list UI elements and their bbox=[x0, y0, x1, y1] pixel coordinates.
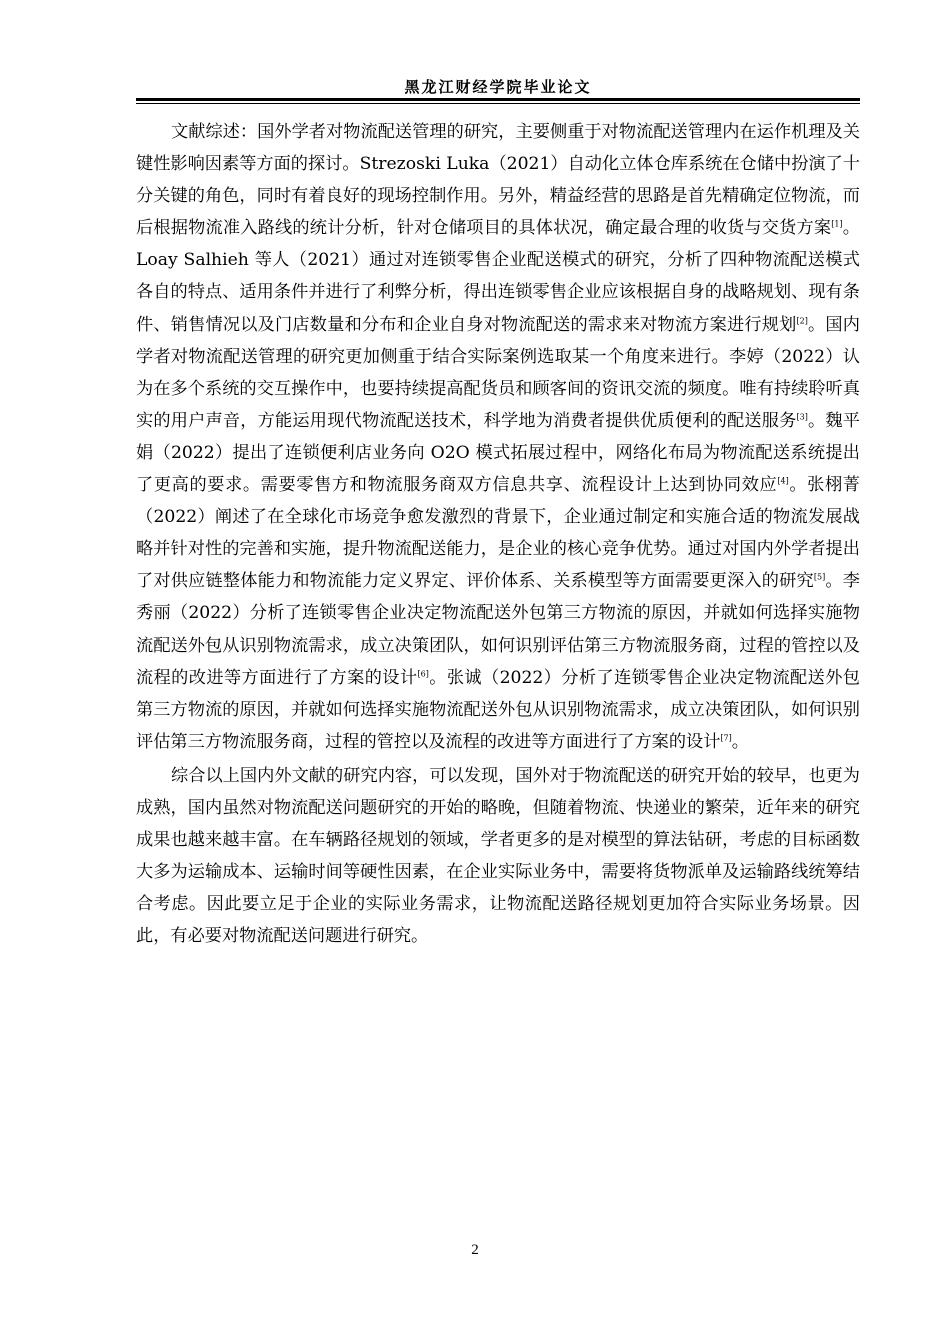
citation-marker: [2] bbox=[796, 315, 808, 325]
citation-marker: [6] bbox=[417, 668, 429, 678]
citation-marker: [3] bbox=[796, 412, 808, 422]
page-number: 2 bbox=[471, 1242, 479, 1258]
header-rule-thin bbox=[136, 103, 860, 104]
text-run: 。国内学者对物流配送管理的研究更加侧重于结合实际案例选取某一个角度来进行。李婷（2022）认为在多个系统的交互操作中，也要持续提高配货员和顾客间的资讯交流的频度。唯有持续聆听真实的用户声音，方能运用现代物流配送技术，科学地为消费者提供优质便利的配送服务 bbox=[136, 314, 860, 431]
text-run: 。李秀丽（2022）分析了连锁零售企业决定物流配送外包第三方物流的原因，并就如何选择实施物流配送外包从识别物流需求，成立决策团队，如何识别评估第三方物流服务商，过程的管控以及流程的改进等方面进行了方案的设计 bbox=[136, 571, 860, 688]
text-run: 。张诚（2022）分析了连锁零售企业决定物流配送外包第三方物流的原因，并就如何选择实施物流配送外包从识别物流需求，成立决策团队，如何识别评估第三方物流服务商，过程的管控以及流程的改进等方面进行了方案的设计 bbox=[136, 667, 860, 752]
citation-marker: [7] bbox=[720, 733, 732, 743]
page-header-title: 黑龙江财经学院毕业论文 bbox=[404, 78, 592, 96]
header-rule-thick bbox=[136, 98, 860, 101]
text-run: 。 bbox=[731, 731, 749, 752]
text-run: 。张栩菁（2022）阐述了在全球化市场竞争愈发激烈的背景下，企业通过制定和实施合适的物流发展战略并针对性的完善和实施，提升物流配送能力，是企业的核心竞争优势。通过对国内外学者提出了对供应链整体能力和物流能力定义界定、评价体系、关系模型等方面需要更深入的研究 bbox=[136, 475, 860, 592]
text-run: 综合以上国内外文献的研究内容，可以发现，国外对于物流配送的研究开始的较早，也更为成熟，国内虽然对物流配送问题研究的开始的略晚，但随着物流、快递业的繁荣，近年来的研究成果也越来越丰富。在车辆路径规划的领域，学者更多的是对模型的算法钻研，考虑的目标函数大多为运输成本、运输时间等硬性因素，在企业实际业务中，需要将货物派单及运输路线统筹结合考虑。因此要立足于企业的实际业务需求，让物流配送路径规划更加符合实际业务场景。因此，有必要对物流配送问题进行研究。 bbox=[136, 765, 860, 947]
citation-marker: [4] bbox=[777, 476, 789, 486]
citation-marker: [5] bbox=[813, 572, 826, 582]
paragraph-summary bbox=[136, 760, 860, 953]
text-run: 。Loay Salhieh 等人（2021）通过对连锁零售企业配送模式的研究，分析了四种物流配送模式各自的特点、适用条件并进行了利弊分析，得出连锁零售企业应该根据自身的战略规划、现有条件、销售情况以及门店数量和分布和企业自身对物流配送的需求来对物流方案进行规划 bbox=[136, 218, 860, 335]
paragraph-literature-review bbox=[136, 116, 860, 758]
citation-marker: [1] bbox=[831, 219, 843, 229]
document-body bbox=[136, 116, 860, 952]
text-run: 。魏平娟（2022）提出了连锁便利店业务向 O2O 模式拓展过程中，网络化布局为物流配送系统提出了更高的要求。需要零售方和物流服务商双方信息共享、流程设计上达到协同效应 bbox=[136, 410, 860, 496]
text-run: 文献综述：国外学者对物流配送管理的研究，主要侧重于对物流配送管理内在运作机理及关键性影响因素等方面的探讨。Strezoski Luka（2021）自动化立体仓库系统在仓储中扮演了十分关键的角色，同时有着良好的现场控制作用。另外，精益经营的思路是首先精确定位物流，而后根据物流准入路线的统计分析，针对仓储项目的具体状况，确定最合理的收货与交货方案 bbox=[136, 122, 860, 239]
